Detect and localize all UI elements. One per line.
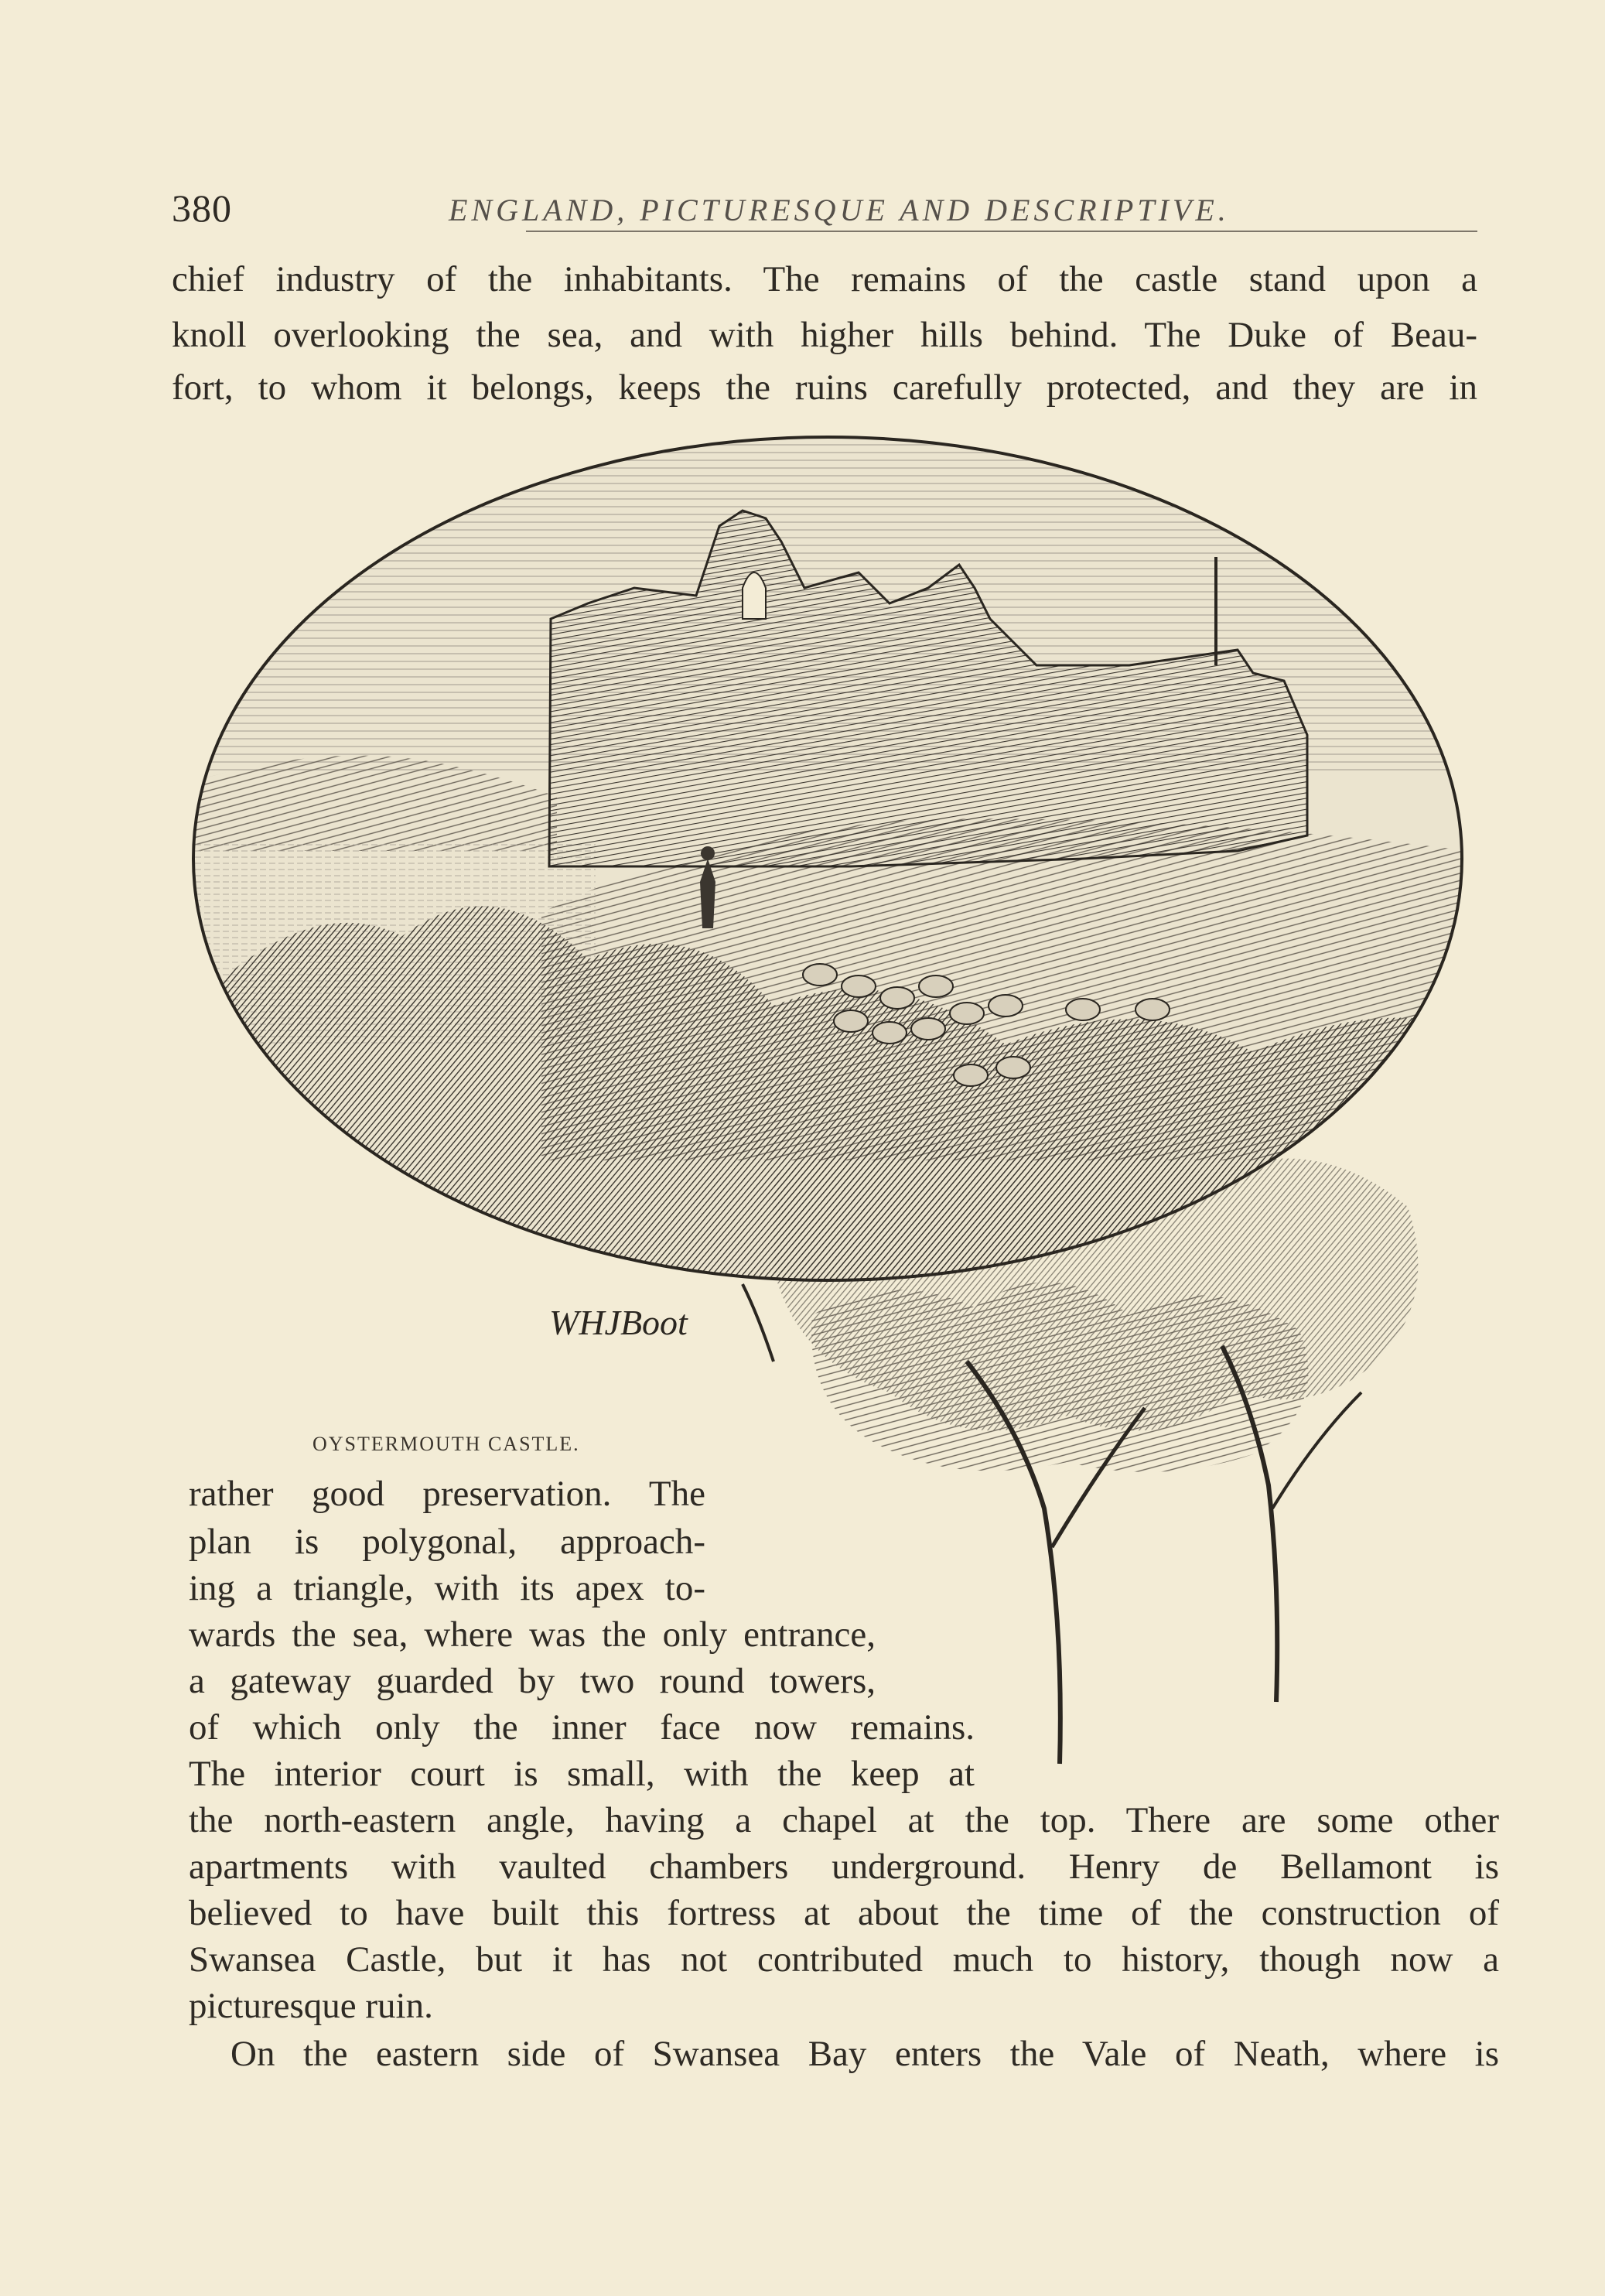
- shepherd-head: [701, 846, 715, 860]
- text-line: picturesque ruin.: [189, 1986, 433, 2026]
- text-line: chief industry of the inhabitants. The remains of the castle stand upon a: [172, 259, 1477, 299]
- text-line: On the eastern side of Swansea Bay enters the Vale of Neath, where is: [231, 2034, 1499, 2074]
- text-line: fort, to whom it belongs, keeps the ruins carefully protected, and they are in: [172, 367, 1477, 408]
- text-line: Swansea Castle, but it has not contributed much to history, though now a: [189, 1939, 1499, 1980]
- text-line: The interior court is small, with the keep at: [189, 1754, 975, 1794]
- text-line: of which only the inner face now remains.: [189, 1707, 975, 1748]
- text-line: a gateway guarded by two round towers,: [189, 1661, 876, 1701]
- text-line: plan is polygonal, approach-: [189, 1522, 705, 1562]
- artist-signature: WHJBoot: [549, 1303, 688, 1342]
- text-line: rather good preservation. The: [189, 1474, 705, 1514]
- running-head: ENGLAND, PICTURESQUE AND DESCRIPTIVE.: [449, 193, 1230, 227]
- page-number: 380: [172, 186, 232, 230]
- text-line: the north-eastern angle, having a chapel at the top. There are some other: [189, 1800, 1499, 1840]
- text-line: knoll overlooking the sea, and with higher hills behind. The Duke of Beau-: [172, 315, 1477, 355]
- text-line: wards the sea, where was the only entrance,: [189, 1614, 876, 1655]
- text-line: apartments with vaulted chambers underground. Henry de Bellamont is: [189, 1847, 1499, 1887]
- illustration-caption: OYSTERMOUTH CASTLE.: [312, 1433, 580, 1455]
- text-line: ing a triangle, with its apex to-: [189, 1568, 705, 1608]
- ruin-window: [743, 572, 766, 619]
- text-line: believed to have built this fortress at about the time of the construction of: [189, 1893, 1499, 1933]
